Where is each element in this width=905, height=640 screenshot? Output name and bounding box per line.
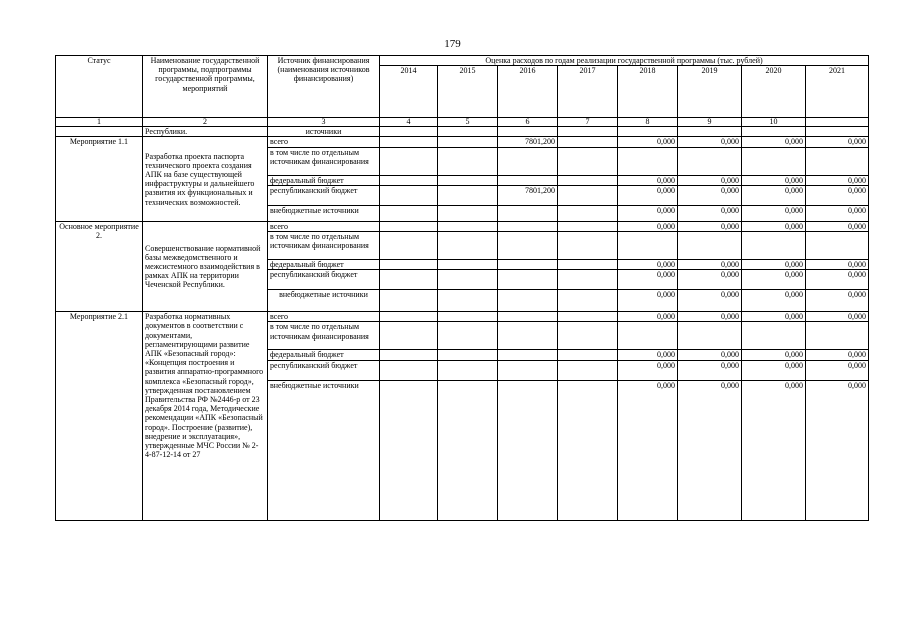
value-cell xyxy=(438,147,498,175)
value-cell xyxy=(380,205,438,221)
value-cell: 7801,200 xyxy=(498,185,558,205)
header-year: 2017 xyxy=(558,66,618,118)
value-cell: 0,000 xyxy=(618,380,678,520)
continuation-row xyxy=(56,127,869,137)
header-year: 2018 xyxy=(618,66,678,118)
header-source: Источник финансирования (наименования источников финансирования) xyxy=(268,56,380,118)
value-cell xyxy=(558,270,618,290)
source-cell: всего xyxy=(268,137,380,147)
value-cell xyxy=(558,232,618,260)
value-cell xyxy=(558,350,618,360)
value-cell xyxy=(558,137,618,147)
value-cell: 0,000 xyxy=(678,175,742,185)
value-cell: 0,000 xyxy=(742,260,806,270)
value-cell: 0,000 xyxy=(678,270,742,290)
value-cell xyxy=(438,221,498,231)
value-cell: 0,000 xyxy=(678,185,742,205)
value-cell xyxy=(438,175,498,185)
header-status: Статус xyxy=(56,56,143,118)
value-cell: 0,000 xyxy=(806,290,869,312)
value-cell xyxy=(498,270,558,290)
source-cell: внебюджетные источники xyxy=(268,290,380,312)
value-cell xyxy=(498,380,558,520)
value-cell xyxy=(380,270,438,290)
value-cell xyxy=(380,185,438,205)
status-cell xyxy=(56,127,143,137)
value-cell: 0,000 xyxy=(806,260,869,270)
value-cell xyxy=(618,232,678,260)
source-cell: федеральный бюджет xyxy=(268,260,380,270)
value-cell xyxy=(558,205,618,221)
value-cell: 0,000 xyxy=(742,360,806,380)
value-cell: 0,000 xyxy=(742,175,806,185)
value-cell xyxy=(498,360,558,380)
value-cell: 0,000 xyxy=(742,270,806,290)
value-cell: 0,000 xyxy=(678,360,742,380)
value-cell: 0,000 xyxy=(742,380,806,520)
value-cell xyxy=(380,380,438,520)
value-cell: 0,000 xyxy=(618,137,678,147)
value-cell xyxy=(742,322,806,350)
value-cell xyxy=(380,312,438,322)
value-cell: 0,000 xyxy=(806,221,869,231)
value-cell xyxy=(742,147,806,175)
source-cell: республиканский бюджет xyxy=(268,185,380,205)
value-cell: 0,000 xyxy=(742,290,806,312)
value-cell xyxy=(558,380,618,520)
value-cell xyxy=(558,260,618,270)
column-number: 5 xyxy=(438,118,498,127)
name-cell: Совершенствование нормативной базы межведомственного и межсистемного взаимодействия в рамках АПК на территории Чеченской Республики. xyxy=(143,221,268,311)
value-cell xyxy=(438,322,498,350)
value-cell xyxy=(438,232,498,260)
value-cell: 0,000 xyxy=(678,137,742,147)
value-cell: 0,000 xyxy=(678,380,742,520)
value-cell xyxy=(806,322,869,350)
status-cell: Основное мероприятие 2. xyxy=(56,221,143,311)
value-cell xyxy=(498,232,558,260)
value-cell: 0,000 xyxy=(806,350,869,360)
value-cell xyxy=(380,147,438,175)
value-cell xyxy=(498,322,558,350)
value-cell xyxy=(380,350,438,360)
header-year: 2021 xyxy=(806,66,869,118)
value-cell: 0,000 xyxy=(618,221,678,231)
value-cell xyxy=(498,260,558,270)
value-cell: 0,000 xyxy=(618,205,678,221)
value-cell xyxy=(380,232,438,260)
value-cell xyxy=(806,232,869,260)
value-cell: 7801,200 xyxy=(498,137,558,147)
value-cell xyxy=(380,322,438,350)
value-cell xyxy=(438,312,498,322)
value-cell: 0,000 xyxy=(806,380,869,520)
value-cell: 0,000 xyxy=(742,312,806,322)
value-cell: 0,000 xyxy=(678,260,742,270)
source-cell: внебюджетные источники xyxy=(268,205,380,221)
table-row xyxy=(56,137,869,147)
value-cell: 0,000 xyxy=(742,205,806,221)
value-cell: 0,000 xyxy=(806,137,869,147)
table-row xyxy=(56,221,869,231)
value-cell xyxy=(678,232,742,260)
column-number: 2 xyxy=(143,118,268,127)
value-cell: 0,000 xyxy=(618,350,678,360)
header-year: 2014 xyxy=(380,66,438,118)
value-cell xyxy=(742,232,806,260)
value-cell: 0,000 xyxy=(618,312,678,322)
source-cell: источники xyxy=(268,127,380,137)
source-cell: в том числе по отдельным источникам финансирования xyxy=(268,147,380,175)
value-cell: 0,000 xyxy=(806,270,869,290)
value-cell: 0,000 xyxy=(678,221,742,231)
column-number xyxy=(806,118,869,127)
value-cell xyxy=(438,290,498,312)
value-cell: 0,000 xyxy=(618,270,678,290)
column-number: 1 xyxy=(56,118,143,127)
page-number: 179 xyxy=(444,38,461,50)
value-cell xyxy=(438,137,498,147)
value-cell xyxy=(380,221,438,231)
budget-table xyxy=(55,55,869,521)
header-year: 2020 xyxy=(742,66,806,118)
value-cell xyxy=(380,175,438,185)
value-cell: 0,000 xyxy=(742,185,806,205)
value-cell xyxy=(558,175,618,185)
value-cell: 0,000 xyxy=(618,360,678,380)
source-cell: федеральный бюджет xyxy=(268,175,380,185)
name-cell: Республики. xyxy=(143,127,268,137)
value-cell xyxy=(498,175,558,185)
header-year: 2015 xyxy=(438,66,498,118)
value-cell xyxy=(618,322,678,350)
name-cell: Разработка проекта паспорта технического проекта создания АПК на базе существующей инфраструктуры и дальнейшего развития их функциональных и технических возможностей. xyxy=(143,137,268,221)
value-cell: 0,000 xyxy=(806,360,869,380)
value-cell: 0,000 xyxy=(678,312,742,322)
header-year: 2016 xyxy=(498,66,558,118)
value-cell xyxy=(558,312,618,322)
value-cell xyxy=(438,185,498,205)
source-cell: в том числе по отдельным источникам финансирования xyxy=(268,322,380,350)
column-number: 6 xyxy=(498,118,558,127)
value-cell: 0,000 xyxy=(806,312,869,322)
value-cell xyxy=(498,312,558,322)
status-cell: Мероприятие 2.1 xyxy=(56,312,143,520)
value-cell: 0,000 xyxy=(678,290,742,312)
source-cell: республиканский бюджет xyxy=(268,270,380,290)
value-cell xyxy=(380,360,438,380)
source-cell: внебюджетные источники xyxy=(268,380,380,520)
value-cell: 0,000 xyxy=(618,290,678,312)
value-cell xyxy=(438,350,498,360)
value-cell xyxy=(558,322,618,350)
column-numbers-row xyxy=(56,118,869,127)
value-cell xyxy=(498,147,558,175)
value-cell xyxy=(558,290,618,312)
header-name: Наименование государственной программы, подпрограммы государственной программы, мероприятий xyxy=(143,56,268,118)
value-cell xyxy=(558,221,618,231)
value-cell xyxy=(380,260,438,270)
source-cell: федеральный бюджет xyxy=(268,350,380,360)
table-row xyxy=(56,312,869,322)
value-cell xyxy=(438,270,498,290)
source-cell: в том числе по отдельным источникам финансирования xyxy=(268,232,380,260)
value-cell: 0,000 xyxy=(618,260,678,270)
column-number: 8 xyxy=(618,118,678,127)
value-cell xyxy=(618,147,678,175)
value-cell xyxy=(498,350,558,360)
source-cell: всего xyxy=(268,221,380,231)
value-cell: 0,000 xyxy=(618,175,678,185)
value-cell xyxy=(438,380,498,520)
value-cell: 0,000 xyxy=(742,137,806,147)
value-cell xyxy=(438,205,498,221)
value-cell: 0,000 xyxy=(618,185,678,205)
status-cell: Мероприятие 1.1 xyxy=(56,137,143,221)
value-cell: 0,000 xyxy=(742,350,806,360)
value-cell xyxy=(380,137,438,147)
value-cell: 0,000 xyxy=(806,175,869,185)
value-cell xyxy=(438,260,498,270)
value-cell xyxy=(558,185,618,205)
value-cell xyxy=(558,360,618,380)
column-number: 4 xyxy=(380,118,438,127)
source-cell: республиканский бюджет xyxy=(268,360,380,380)
value-cell xyxy=(678,322,742,350)
value-cell: 0,000 xyxy=(678,205,742,221)
value-cell xyxy=(806,147,869,175)
header-year: 2019 xyxy=(678,66,742,118)
value-cell: 0,000 xyxy=(678,350,742,360)
name-cell: Разработка нормативных документов в соответствии с документами, регламентирующими развитие АПК «Безопасный город»: «Концепция построения и развития аппаратно-программного комплекса «Безопасный город», утвержденная постановлением Правительства РФ №2446-р от 23 декабря 2014 года, Методические рекомендации «АПК «Безопасный город». Построение (развитие), внедрение и эксплуатация», утвержденные МЧС России № 2-4-87-12-14 от 27 xyxy=(143,312,268,520)
value-cell xyxy=(380,290,438,312)
value-cell xyxy=(498,221,558,231)
header-estimate: Оценка расходов по годам реализации государственной программы (тыс. рублей) xyxy=(380,56,869,66)
value-cell: 0,000 xyxy=(806,205,869,221)
source-cell: всего xyxy=(268,312,380,322)
value-cell: 0,000 xyxy=(742,221,806,231)
value-cell xyxy=(498,290,558,312)
column-number: 9 xyxy=(678,118,742,127)
value-cell: 0,000 xyxy=(806,185,869,205)
column-number: 7 xyxy=(558,118,618,127)
column-number: 3 xyxy=(268,118,380,127)
value-cell xyxy=(678,147,742,175)
column-number: 10 xyxy=(742,118,806,127)
value-cell xyxy=(498,205,558,221)
value-cell xyxy=(558,147,618,175)
value-cell xyxy=(438,360,498,380)
